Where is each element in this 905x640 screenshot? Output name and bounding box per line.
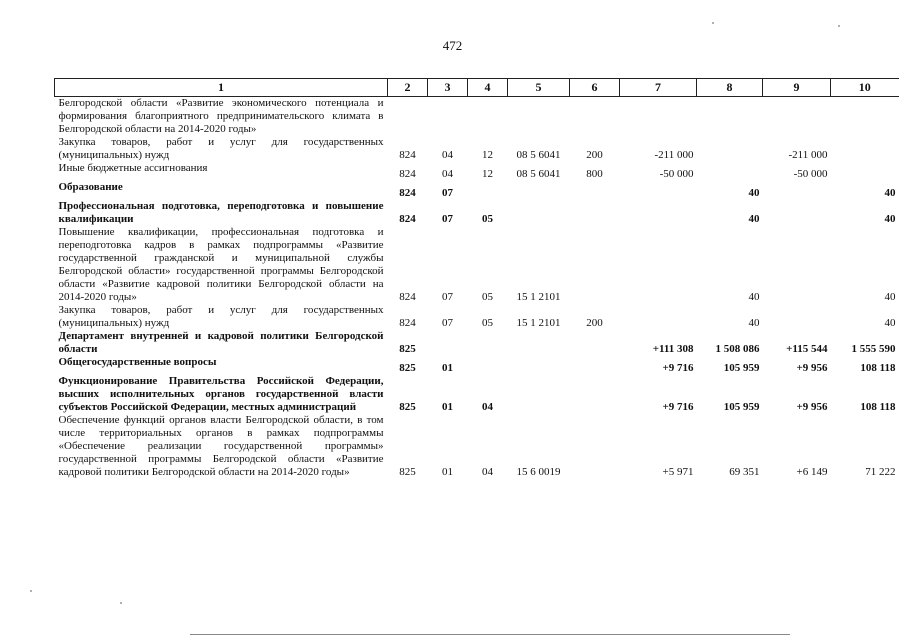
row-description: Белгородской области «Развитие экономического потенциала и формирования благоприятного предпринимательского климата в Белгородской области на 2014-2020 годы» xyxy=(58,97,384,135)
row-cell-c9: +9 956 xyxy=(796,362,828,374)
row-cell-c7: +9 716 xyxy=(662,362,694,374)
row-cell-c6 xyxy=(570,181,620,200)
row-cell-c3: 01 xyxy=(442,466,453,478)
row-cell-c3: 07 xyxy=(442,317,453,329)
row-cell-c3: 01 xyxy=(442,362,453,374)
column-header: 7 xyxy=(620,79,697,97)
row-cell-c10 xyxy=(831,97,899,137)
row-cell-c9 xyxy=(763,200,831,226)
row-cell-c6 xyxy=(570,226,620,304)
row-cell-c10: 108 118 xyxy=(860,362,896,374)
row-cell-c7 xyxy=(620,304,697,330)
row-cell-c7: +111 308 xyxy=(652,343,694,355)
row-cell-c4: 05 xyxy=(482,291,493,303)
row-cell-c3: 04 xyxy=(442,149,453,161)
row-cell-c3: 07 xyxy=(442,291,453,303)
table-row xyxy=(55,136,899,162)
row-cell-c9 xyxy=(763,226,831,304)
column-header: 10 xyxy=(831,79,899,97)
column-header: 4 xyxy=(468,79,508,97)
footer-divider xyxy=(190,634,790,635)
row-cell-c9 xyxy=(763,304,831,330)
row-cell-c8: 1 508 086 xyxy=(715,343,760,355)
row-cell-c6: 200 xyxy=(586,317,603,329)
column-header: 8 xyxy=(697,79,763,97)
row-cell-c5: 08 5 6041 xyxy=(516,149,561,161)
row-cell-c8 xyxy=(697,162,763,181)
row-cell-c4: 12 xyxy=(482,149,493,161)
table-row xyxy=(55,226,899,304)
row-cell-c2: 824 xyxy=(399,168,416,180)
row-cell-c4: 12 xyxy=(482,168,493,180)
row-cell-c9: -211 000 xyxy=(788,149,828,161)
row-description: Закупка товаров, работ и услуг для государственных (муниципальных) нужд xyxy=(58,304,384,329)
table-body xyxy=(55,97,899,480)
row-description: Обеспечение функций органов власти Белгородской области, в том числе территориальных органов в рамках подпрограммы «Обеспечение реализации государственной программы» государственной программы Белгородской области «Развитие кадровой политики Белгородской области на 2014-2020 годы» xyxy=(58,414,384,478)
row-cell-c10: 40 xyxy=(884,213,896,225)
table-header-row xyxy=(55,79,899,97)
row-cell-c6: 800 xyxy=(586,168,603,180)
row-cell-c8: 69 351 xyxy=(729,466,760,478)
table-row xyxy=(55,356,899,375)
table-row xyxy=(55,330,899,356)
row-cell-c6 xyxy=(570,375,620,414)
row-description: Департамент внутренней и кадровой политики Белгородской области xyxy=(58,330,384,355)
row-cell-c2: 825 xyxy=(399,343,416,355)
row-cell-c7 xyxy=(620,226,697,304)
row-cell-c8: 105 959 xyxy=(723,401,760,413)
row-cell-c10: 71 222 xyxy=(865,466,896,478)
row-cell-c6 xyxy=(570,97,620,137)
row-cell-c5: 15 6 0019 xyxy=(516,466,561,478)
scan-speck xyxy=(838,25,840,27)
row-cell-c2 xyxy=(388,97,428,137)
row-cell-c6 xyxy=(570,356,620,375)
row-cell-c7: -211 000 xyxy=(654,149,694,161)
row-cell-c8: 40 xyxy=(748,213,760,225)
row-cell-c10 xyxy=(831,136,899,162)
row-cell-c9: +9 956 xyxy=(796,401,828,413)
row-cell-c6 xyxy=(570,330,620,356)
row-cell-c8: 40 xyxy=(748,291,760,303)
row-description: Общегосударственные вопросы xyxy=(58,356,217,368)
row-cell-c3: 04 xyxy=(442,168,453,180)
row-cell-c10: 108 118 xyxy=(860,401,896,413)
row-cell-c2: 824 xyxy=(399,187,416,199)
row-cell-c7: +5 971 xyxy=(662,466,694,478)
row-cell-c9 xyxy=(763,97,831,137)
table-row xyxy=(55,375,899,414)
row-cell-c4 xyxy=(468,356,508,375)
row-cell-c8: 40 xyxy=(748,187,760,199)
row-cell-c10: 40 xyxy=(884,291,896,303)
row-cell-c4 xyxy=(468,97,508,137)
page-number: 472 xyxy=(442,38,463,53)
column-header: 2 xyxy=(388,79,428,97)
scan-speck xyxy=(30,590,32,592)
column-header: 3 xyxy=(428,79,468,97)
column-header: 9 xyxy=(763,79,831,97)
row-cell-c2: 824 xyxy=(399,149,416,161)
row-cell-c10: 1 555 590 xyxy=(851,343,896,355)
row-cell-c2: 824 xyxy=(399,317,416,329)
row-cell-c2: 825 xyxy=(399,401,416,413)
scan-speck xyxy=(120,602,122,604)
table-row xyxy=(55,181,899,200)
table-row xyxy=(55,304,899,330)
row-cell-c5 xyxy=(508,356,570,375)
budget-table xyxy=(54,78,899,479)
row-cell-c2: 824 xyxy=(399,291,416,303)
row-cell-c8 xyxy=(697,136,763,162)
row-cell-c5: 08 5 6041 xyxy=(516,168,561,180)
row-description: Образование xyxy=(58,181,123,193)
row-cell-c6: 200 xyxy=(586,149,603,161)
row-description: Иные бюджетные ассигнования xyxy=(58,162,208,174)
row-cell-c7: -50 000 xyxy=(659,168,694,180)
column-header: 1 xyxy=(55,79,388,97)
row-description: Закупка товаров, работ и услуг для государственных (муниципальных) нужд xyxy=(58,136,384,161)
row-cell-c5 xyxy=(508,181,570,200)
row-cell-c4: 04 xyxy=(482,466,493,478)
row-cell-c4: 04 xyxy=(482,401,493,413)
row-cell-c6 xyxy=(570,414,620,479)
row-cell-c5: 15 1 2101 xyxy=(516,317,561,329)
row-cell-c2: 825 xyxy=(399,466,416,478)
row-cell-c7: +9 716 xyxy=(662,401,694,413)
row-cell-c9: +115 544 xyxy=(786,343,828,355)
row-cell-c10 xyxy=(831,162,899,181)
row-cell-c3: 01 xyxy=(442,401,453,413)
row-cell-c8 xyxy=(697,97,763,137)
row-cell-c5 xyxy=(508,330,570,356)
row-cell-c4 xyxy=(468,330,508,356)
row-cell-c8: 105 959 xyxy=(723,362,760,374)
row-cell-c4 xyxy=(468,181,508,200)
row-cell-c7 xyxy=(620,200,697,226)
row-cell-c2: 825 xyxy=(399,362,416,374)
row-cell-c9: -50 000 xyxy=(793,168,828,180)
row-cell-c4: 05 xyxy=(482,317,493,329)
row-description: Функционирование Правительства Российской Федерации, высших исполнительных органов государственной власти субъектов Российской Федерации, местных администраций xyxy=(58,375,384,413)
row-cell-c3 xyxy=(428,97,468,137)
row-cell-c3: 07 xyxy=(442,187,453,199)
row-cell-c5 xyxy=(508,97,570,137)
row-cell-c9 xyxy=(763,181,831,200)
table-row xyxy=(55,200,899,226)
column-header: 5 xyxy=(508,79,570,97)
row-cell-c5 xyxy=(508,200,570,226)
row-cell-c8: 40 xyxy=(748,317,760,329)
table-row xyxy=(55,414,899,479)
row-cell-c5: 15 1 2101 xyxy=(516,291,561,303)
row-cell-c9: +6 149 xyxy=(796,466,828,478)
table-row xyxy=(55,97,899,137)
row-cell-c3 xyxy=(428,330,468,356)
row-cell-c4: 05 xyxy=(482,213,493,225)
row-description: Профессиональная подготовка, переподготовка и повышение квалификации xyxy=(58,200,384,225)
row-cell-c6 xyxy=(570,200,620,226)
row-cell-c2: 824 xyxy=(399,213,416,225)
table-row xyxy=(55,162,899,181)
row-cell-c3: 07 xyxy=(442,213,453,225)
row-cell-c10: 40 xyxy=(884,187,896,199)
column-header: 6 xyxy=(570,79,620,97)
row-cell-c10: 40 xyxy=(884,317,896,329)
row-description: Повышение квалификации, профессиональная подготовка и переподготовка кадров в рамках подпрограммы «Развитие государственной гражданской и муниципальной службы Белгородской области» государственной программы Белгородской области «Развитие кадровой политики Белгородской области на 2014-2020 годы» xyxy=(58,226,384,303)
row-cell-c7 xyxy=(620,181,697,200)
row-cell-c7 xyxy=(620,97,697,137)
scan-speck xyxy=(712,22,714,24)
row-cell-c5 xyxy=(508,375,570,414)
